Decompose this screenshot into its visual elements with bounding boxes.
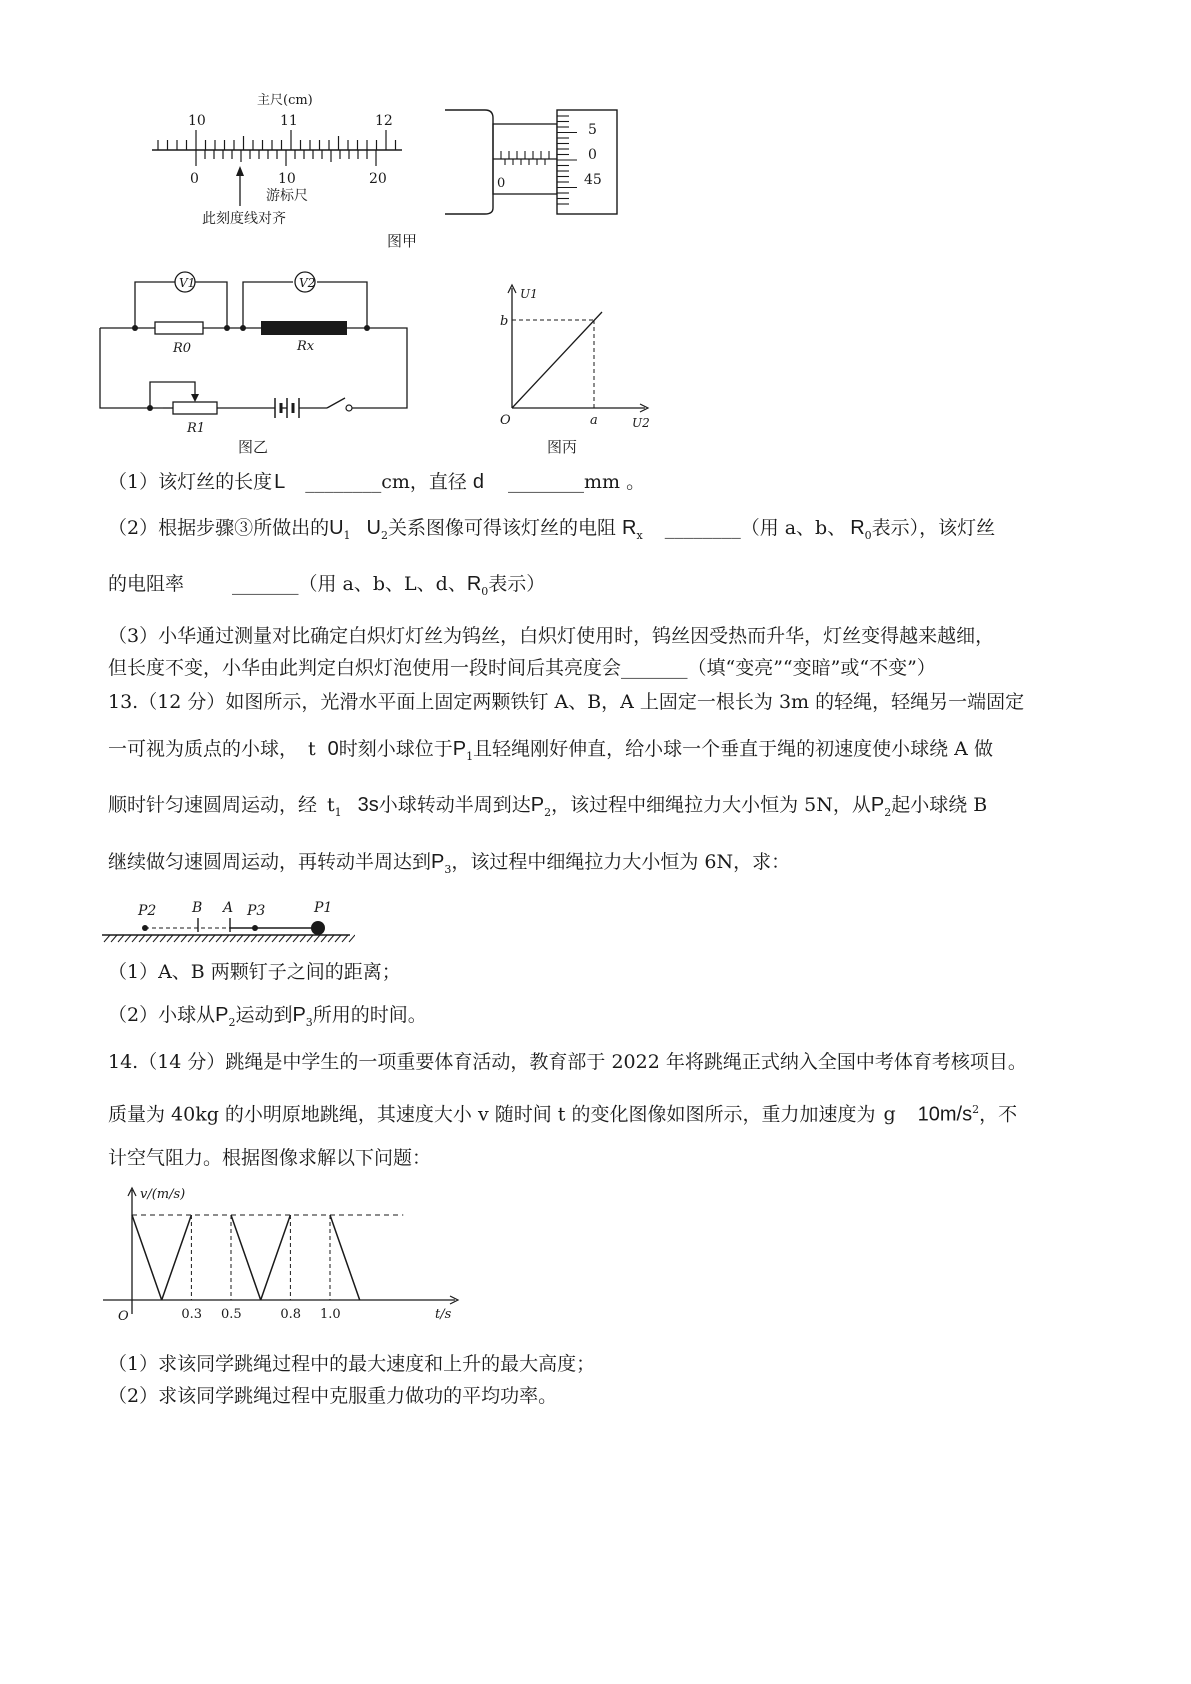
q14-line2 [108, 1098, 1017, 1126]
q13-line2-P1: P [452, 738, 467, 760]
q13-q1: （1）A、B 两颗钉子之间的距离； [108, 961, 401, 983]
junction-dot [240, 325, 246, 331]
fig-jia-caption: 图甲 [387, 232, 418, 250]
main-scale-label: 主尺(cm) [257, 93, 313, 108]
hatch-line [286, 935, 292, 942]
vernier-tick-20: 20 [369, 171, 387, 187]
q13-q2-sub3: 3 [305, 1015, 313, 1029]
thimble-tick-45: 45 [584, 172, 602, 188]
q14-line3: 计空气阻力。根据图像求解以下问题： [108, 1147, 432, 1169]
q12-p2-text-d: 表示），该灯丝 [871, 517, 996, 539]
vernier-scale-ticks [196, 150, 376, 166]
v-t-chart [95, 1182, 475, 1332]
hatch-line [230, 935, 236, 942]
q12-p2-line2-c: 表示） [488, 573, 546, 595]
q13-q2-a: （2）小球从 [108, 1004, 216, 1026]
hatch-line [251, 935, 257, 942]
hatch-line [195, 935, 201, 942]
q13-line3-sub2: 2 [884, 805, 892, 819]
q12-p2-U2: U [366, 517, 381, 539]
hatch-line [237, 935, 243, 942]
hatch-line [342, 935, 348, 942]
q13-line4-P3: P [431, 851, 445, 873]
t-tick-label: 0.5 [221, 1307, 242, 1322]
circuit-figure [95, 262, 420, 452]
q13-line3-c: ，该过程中细绳拉力大小恒为 5N，从 [551, 794, 871, 816]
q12-p2-text-a: （2）根据步骤③所做出的 [108, 517, 330, 539]
hatch-line [321, 935, 327, 942]
t-tick-label: 0.3 [181, 1307, 203, 1322]
q12-p2-sub1: 1 [343, 528, 351, 542]
q12-part2-line1 [108, 516, 995, 548]
ground-hatch [104, 935, 355, 942]
vernier-tick-10: 10 [278, 171, 296, 187]
hatch-line [202, 935, 208, 942]
t-tick-label: 0.8 [280, 1307, 302, 1322]
q13-line4 [108, 850, 790, 882]
hatch-line [139, 935, 145, 942]
hatch-line [314, 935, 320, 942]
q13-line3-3s: 3s [357, 794, 379, 816]
vernier-label: 游标尺 [266, 188, 308, 204]
hatch-line [188, 935, 194, 942]
q13-q2-b: 运动到 [235, 1004, 293, 1026]
velocity-segment [330, 1215, 360, 1300]
q13-q2-c: 所用的时间。 [312, 1004, 427, 1026]
point-p3 [252, 925, 258, 931]
q13-line3-t: t [327, 794, 335, 816]
q12-p1-blank1: ________cm，直径 [305, 471, 467, 493]
q12-p2-Rx: R [622, 517, 637, 539]
q13-line3-P2b: P [870, 794, 885, 816]
q13-line3-b: 小球转动半周到达 [378, 794, 531, 816]
q12-p2-sub2: 2 [381, 528, 388, 542]
q13-line2-b: 时刻小球位于 [338, 738, 453, 760]
vernier-caliper-figure [150, 88, 410, 238]
sleeve-ticks [501, 151, 549, 165]
u1-label: U1 [520, 287, 538, 301]
thimble-tick-0: 0 [588, 147, 597, 163]
main-scale-ticks [158, 130, 396, 150]
q14-line2-g: g [883, 1103, 896, 1126]
t-axis-label: t/s [435, 1307, 452, 1322]
q12-p2-subx: x [636, 528, 643, 542]
q14-q2: （2）求该同学跳绳过程中克服重力做功的平均功率。 [108, 1385, 558, 1407]
q13-line3 [108, 793, 987, 825]
q14-line2-sup: 2 [972, 1103, 980, 1116]
q14-line2-val: 10m/s [917, 1103, 973, 1126]
b-nail-label: B [192, 900, 203, 916]
hatch-line [272, 935, 278, 942]
hatch-line [349, 935, 355, 942]
t-tick-label: 1.0 [320, 1307, 341, 1322]
dashed-drop-lines [191, 1215, 330, 1300]
q12-part1 [108, 470, 645, 494]
circuit-wires [100, 282, 407, 408]
main-tick-12: 12 [375, 113, 393, 129]
velocity-segment [261, 1215, 291, 1300]
q13-line2-c: 且轻绳刚好伸直，给小球一个垂直于绳的初速度使小球绕 A 做 [473, 738, 993, 760]
thimble-tick-5: 5 [588, 122, 597, 138]
q13-line1: 13.（12 分）如图所示，光滑水平面上固定两颗铁钉 A、B，A 上固定一根长为 3m 的轻绳，轻绳另一端固定 [108, 691, 1025, 713]
p2-label: P2 [138, 903, 157, 919]
hatch-line [223, 935, 229, 942]
align-label: 此刻度线对齐 [202, 211, 286, 227]
hatch-line [160, 935, 166, 942]
hatch-line [104, 935, 110, 942]
main-tick-11: 11 [280, 113, 298, 129]
p3-label: P3 [247, 903, 266, 919]
q12-p2-line2-R0: R [466, 573, 482, 595]
align-arrow-head [236, 166, 244, 176]
r1-label: R1 [187, 421, 206, 436]
sleeve-zero: 0 [497, 176, 506, 191]
q13-q2-P2: P [215, 1004, 229, 1026]
battery-symbol [275, 398, 299, 418]
hatch-line [293, 935, 299, 942]
hatch-line [328, 935, 334, 942]
q13-line2-0: 0 [327, 738, 339, 760]
velocity-series [132, 1215, 360, 1300]
junction-dot [364, 325, 370, 331]
rx-label: Rx [297, 339, 315, 354]
q12-p2-R0: R [850, 517, 865, 539]
q14-line2-b: ，不 [979, 1103, 1018, 1126]
hatch-line [167, 935, 173, 942]
ball-p1 [311, 921, 325, 935]
q13-line3-d: 起小球绕 B [891, 794, 988, 816]
hatch-line [307, 935, 313, 942]
q13-q2-sub: 2 [228, 1015, 236, 1029]
q12-part2-line2 [108, 572, 545, 604]
a-nail-label: A [223, 900, 234, 916]
q13-q2 [108, 1003, 427, 1035]
filament-rx [261, 321, 347, 335]
hatch-line [244, 935, 250, 942]
hatch-line [265, 935, 271, 942]
hatch-line [132, 935, 138, 942]
q12-part3-line1: （3）小华通过测量对比确定白炽灯灯丝为钨丝，白炽灯使用时，钨丝因受热而升华，灯丝变得越来越细， [108, 625, 995, 647]
junction-dot [224, 325, 230, 331]
hatch-line [153, 935, 159, 942]
hatch-line [279, 935, 285, 942]
u2-label: U2 [632, 416, 650, 430]
q13-line3-sub: 2 [544, 805, 552, 819]
t-tick-labels [181, 1307, 340, 1322]
q14-line2-a: 质量为 40kg 的小明原地跳绳，其速度大小 v 随时间 t 的变化图像如图所示，重力加速度为 [108, 1103, 876, 1126]
junction-dot [132, 325, 138, 331]
hatch-line [258, 935, 264, 942]
q13-line2 [108, 737, 993, 769]
u1-u2-graph [490, 280, 660, 430]
q14-line1: 14.（14 分）跳绳是中学生的一项重要体育活动，教育部于 2022 年将跳绳正式纳入全国中考体育考核项目。 [108, 1051, 1027, 1073]
q13-line4-b: ，该过程中细绳拉力大小恒为 6N，求： [451, 851, 791, 873]
hatch-line [125, 935, 131, 942]
rheostat-r1 [173, 402, 217, 414]
q12-p2-sub0: 0 [864, 528, 872, 542]
origin-label: O [500, 413, 511, 428]
q12-p1-text: （1）该灯丝的长度 [108, 471, 273, 493]
v1-label: V1 [179, 276, 196, 290]
fig-bing-caption: 图丙 [547, 438, 578, 456]
velocity-segment [231, 1215, 261, 1300]
point-p2 [142, 925, 148, 931]
u1-u2-line [512, 312, 602, 408]
hatch-line [174, 935, 180, 942]
q13-line2-sub: 1 [466, 749, 474, 763]
q12-p2-line2-a: 的电阻率 [108, 573, 185, 595]
switch-symbol [327, 398, 352, 411]
a-label: a [590, 413, 598, 428]
micrometer-figure [445, 108, 625, 218]
q13-line3-tsub: 1 [334, 805, 342, 819]
hatch-line [216, 935, 222, 942]
hatch-line [118, 935, 124, 942]
q13-line4-sub: 3 [444, 862, 452, 876]
hatch-line [181, 935, 187, 942]
q13-line2-a: 一可视为质点的小球， [108, 738, 299, 760]
q12-p2-line2-sub: 0 [481, 584, 489, 598]
q12-p2-text-c: ________（用 a、b、 [664, 517, 847, 539]
vernier-tick-0: 0 [190, 171, 199, 187]
chart-origin-label: O [118, 1309, 129, 1324]
hatch-line [335, 935, 341, 942]
resistor-r0 [155, 322, 203, 334]
fig-yi-caption: 图乙 [238, 438, 269, 456]
hatch-line [209, 935, 215, 942]
q12-p2-U1: U [329, 517, 344, 539]
main-tick-10: 10 [188, 113, 206, 129]
p1-label: P1 [314, 900, 333, 916]
q12-p2-text-b: 关系图像可得该灯丝的电阻 [388, 517, 617, 539]
q12-p1-blank2: ________mm 。 [508, 471, 646, 493]
v-axis-label: v/(m/s) [140, 1187, 186, 1202]
q13-line3-a: 顺时针匀速圆周运动，经 [108, 794, 318, 816]
rheostat-slider [191, 394, 199, 402]
junction-dot [147, 405, 153, 411]
nail-figure [100, 898, 355, 944]
r0-label: R0 [173, 341, 192, 356]
v2-label: V2 [299, 276, 316, 290]
hatch-line [146, 935, 152, 942]
q12-p2-line2-b: _______（用 a、b、L、d、 [232, 573, 467, 595]
hatch-line [111, 935, 117, 942]
velocity-segment [162, 1215, 192, 1300]
q13-line3-P2: P [530, 794, 545, 816]
micrometer-frame [445, 110, 493, 214]
q12-p1-L: L [274, 471, 286, 493]
hatch-line [300, 935, 306, 942]
q12-p1-d: d [472, 471, 485, 493]
q13-q2-P3: P [292, 1004, 306, 1026]
b-label: b [500, 314, 509, 329]
q13-line2-t: t [308, 738, 316, 760]
q13-line4-a: 继续做匀速圆周运动，再转动半周达到 [108, 851, 432, 873]
velocity-segment [132, 1215, 162, 1300]
q12-part3-line2: 但长度不变，小华由此判定白炽灯泡使用一段时间后其亮度会_______（填“变亮”“变暗”或“不变”） [108, 657, 936, 679]
q14-q1: （1）求该同学跳绳过程中的最大速度和上升的最大高度； [108, 1353, 596, 1375]
